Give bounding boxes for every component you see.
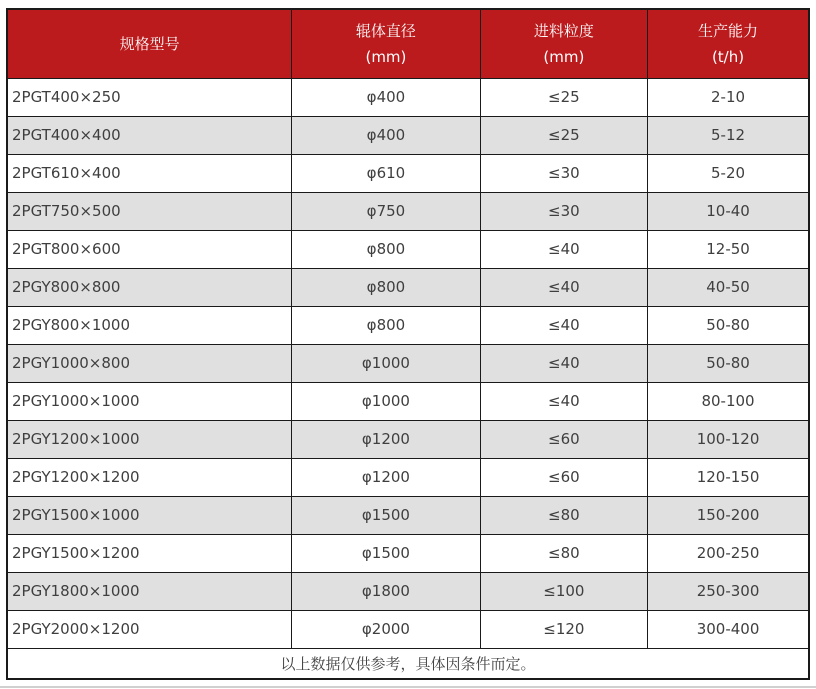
footer-row [7,648,809,679]
cell-diameter: φ1000 [292,382,480,420]
table-row [7,154,809,192]
cell-diameter: φ1500 [292,496,480,534]
cell-capacity: 250-300 [648,572,809,610]
cell-diameter: φ800 [292,268,480,306]
column-header-capacity-label: 生产能力 [698,21,759,40]
footer-note: 以上数据仅供参考，具体因条件而定。 [7,648,809,679]
spec-table-header [7,9,809,78]
table-row [7,496,809,534]
cell-feed-size: ≤60 [480,458,647,496]
cell-model: 2PGT400×400 [7,116,292,154]
table-row [7,268,809,306]
spec-table-body [7,78,809,648]
table-row [7,116,809,154]
cell-diameter: φ400 [292,116,480,154]
column-header-model-label: 规格型号 [119,34,180,53]
cell-model: 2PGT400×250 [7,78,292,116]
cell-feed-size: ≤30 [480,192,647,230]
table-row [7,610,809,648]
cell-model: 2PGT610×400 [7,154,292,192]
cell-feed-size: ≤120 [480,610,647,648]
cell-diameter: φ400 [292,78,480,116]
cell-feed-size: ≤25 [480,78,647,116]
cell-capacity: 12-50 [648,230,809,268]
cell-diameter: φ800 [292,306,480,344]
cell-capacity: 2-10 [648,78,809,116]
column-header-diameter-unit: (mm) [365,47,407,66]
cell-model: 2PGY800×800 [7,268,292,306]
cell-model: 2PGY1000×800 [7,344,292,382]
cell-feed-size: ≤40 [480,382,647,420]
cell-diameter: φ1800 [292,572,480,610]
table-row [7,458,809,496]
cell-diameter: φ750 [292,192,480,230]
cell-feed-size: ≤30 [480,154,647,192]
cell-capacity: 150-200 [648,496,809,534]
cell-capacity: 5-20 [648,154,809,192]
cell-feed-size: ≤40 [480,306,647,344]
cell-diameter: φ610 [292,154,480,192]
cell-model: 2PGY800×1000 [7,306,292,344]
cell-capacity: 200-250 [648,534,809,572]
table-row [7,306,809,344]
cell-capacity: 10-40 [648,192,809,230]
cell-feed-size: ≤40 [480,230,647,268]
table-row [7,192,809,230]
column-header-diameter [292,9,480,78]
cell-model: 2PGY1500×1200 [7,534,292,572]
header-row [7,9,809,78]
cell-feed-size: ≤80 [480,534,647,572]
table-row [7,420,809,458]
cell-feed-size: ≤25 [480,116,647,154]
cell-model: 2PGY1500×1000 [7,496,292,534]
table-row [7,78,809,116]
cell-capacity: 100-120 [648,420,809,458]
cell-capacity: 5-12 [648,116,809,154]
cell-diameter: φ1200 [292,458,480,496]
table-row [7,230,809,268]
page-bottom-divider [0,686,816,688]
cell-diameter: φ1200 [292,420,480,458]
column-header-capacity [648,9,809,78]
spec-table-footer [7,648,809,679]
table-row [7,572,809,610]
cell-model: 2PGY1000×1000 [7,382,292,420]
cell-model: 2PGT800×600 [7,230,292,268]
cell-capacity: 80-100 [648,382,809,420]
cell-model: 2PGT750×500 [7,192,292,230]
cell-feed-size: ≤100 [480,572,647,610]
cell-model: 2PGY1800×1000 [7,572,292,610]
cell-diameter: φ1000 [292,344,480,382]
cell-feed-size: ≤40 [480,268,647,306]
cell-diameter: φ2000 [292,610,480,648]
cell-diameter: φ800 [292,230,480,268]
table-row [7,382,809,420]
cell-capacity: 50-80 [648,306,809,344]
cell-diameter: φ1500 [292,534,480,572]
column-header-diameter-label: 辊体直径 [355,21,416,40]
cell-model: 2PGY1200×1200 [7,458,292,496]
cell-model: 2PGY1200×1000 [7,420,292,458]
column-header-model [7,9,292,78]
spec-table [6,8,810,680]
cell-feed-size: ≤40 [480,344,647,382]
cell-feed-size: ≤60 [480,420,647,458]
cell-feed-size: ≤80 [480,496,647,534]
cell-capacity: 120-150 [648,458,809,496]
table-row [7,344,809,382]
column-header-feed-size-label: 进料粒度 [533,21,594,40]
table-row [7,534,809,572]
cell-model: 2PGY2000×1200 [7,610,292,648]
cell-capacity: 300-400 [648,610,809,648]
column-header-capacity-unit: (t/h) [711,47,745,66]
cell-capacity: 50-80 [648,344,809,382]
column-header-feed-size [480,9,647,78]
spec-table-container [6,8,810,680]
column-header-feed-size-unit: (mm) [543,47,585,66]
cell-capacity: 40-50 [648,268,809,306]
